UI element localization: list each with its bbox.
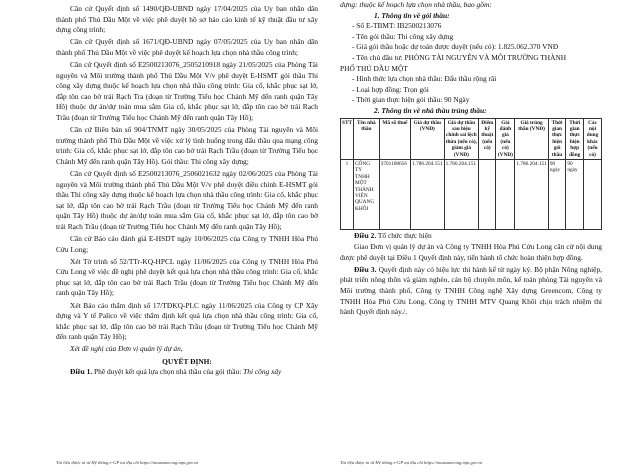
article-2 <box>340 231 602 242</box>
article-3-text: Quyết định này có hiệu lực thi hành kể từ ngày ký. Bộ phận Nông nghiệp, phát triển nông thôn và giảm nghèo, cán bộ chuyên môn, kế toán phòng Tài nguyên và Môi trường thành phố, Công ty TNHH Công nghệ Xây dựng Greencom, Công ty TNHH Hòa Phú Cửu Long, Công ty TNHH MTV Quang Khôi chịu trách nhiệm thi hành Quyết định này./. <box>340 264 602 317</box>
col-tax-code: Mã số thuế <box>379 118 410 159</box>
paragraph-1490: Căn cứ Quyết định số 1490/QĐ-UBND ngày 17/04/2025 của Uy ban nhân dân thành phố Thủ Dầu Một về việc phê duyệt hồ sơ báo cáo kinh tế kỹ thuật đầu tư xây dựng công trình; <box>56 4 318 35</box>
cell-tax-code: 3701108656 <box>379 159 410 229</box>
section-2-heading: 2. Thông tin về nhà thầu trúng thầu: <box>374 105 487 115</box>
cell-stt: 1 <box>341 159 354 229</box>
col-winning-price: Giá trúng thầu (VNĐ) <box>515 118 548 159</box>
article-1-italic: Thi công xây <box>243 367 282 377</box>
article-3 <box>340 265 602 318</box>
contract-type: - Loại hợp đồng: Trọn gói <box>352 84 429 94</box>
col-evaluated-price: Giá đánh giá (nếu có) (VNĐ) <box>497 119 513 158</box>
col-bidder-name: Tên nhà thầu <box>354 118 380 159</box>
paragraph-1671: Căn cứ Quyết định số 1671/QĐ-UBND ngày 07/05/2025 của Uy ban nhân dân thành phố Thủ Dầu Một về việc phê duyệt kế hoạch lựa chọn nhà thầu công trình; <box>56 37 318 57</box>
col-stt: STT <box>341 118 354 159</box>
paragraph-e-hsmt-adjust: Căn cứ Quyết định số E2500213076_2506021632 ngày 02/06/2025 của Phòng Tài nguyên và Môi trường thành phố Thủ Dầu Một V/v phê duyệt điều chỉnh E-HSMT gói thầu Thi công xây dựng thuộc kế hoạch lựa chọn nhà thầu công trình: Gia cố, khắc phục sạt lở, đắp tôn cao bờ trái Rạch Trầu (đoạn từ Trường Tiểu học Chánh Mỹ đến ranh quận Tây Hồ) thuộc dự án/dự toán mua sắm Gia cố, khắc phục sạt lở, đắp tôn cao bờ trái Rạch Trầu (đoạn từ Trường Tiểu học Chánh Mỹ đến ranh quận Tây Hồ); <box>56 168 318 231</box>
article-2-label: Điều 2. <box>354 231 377 241</box>
continuation-line: dựng: thuộc kế hoạch lựa chọn nhà thầu, bao gồm: <box>340 0 492 9</box>
winning-bidder-table <box>340 118 602 230</box>
col-bid-price: Giá dự thầu (VNĐ) <box>411 118 444 159</box>
article-1-label: Điều 1. <box>70 367 93 377</box>
footer-left: Tài liệu được in từ Hệ thống e-GP tại địa chỉ https://muasamcong.mpi.gov.vn <box>56 460 199 465</box>
article-1-text: Phê duyệt kết quả lựa chọn nhà thầu của gói thầu: <box>92 367 244 377</box>
paragraph-bao-cao: Xét Báo cáo thẩm định số 17/TĐKQ-PLC ngày 11/06/2025 của Công ty CP Xây dựng và Y tế Palico về việc thẩm định kết quả lựa chọn nhà thầu công trình: Gia cố, khắc phục sạt lở, đắp tôn cao bờ trái Rạch Trầu (đoạn từ Trường Tiểu học Chánh Mỹ đến ranh quận Tây Hồ); <box>56 300 318 342</box>
paragraph-e-hsmt: Căn cứ Quyết định số E2500213076_2505210918 ngày 21/05/2025 của Phòng Tài nguyên và Môi trường thành phố Thủ Dầu Một V/v phê duyệt E-HSMT gói thầu Thi công xây dựng thuộc kế hoạch lựa chọn nhà thầu công trình: Gia cố, khắc phục sạt lở, đắp tôn cao bờ trái Rạch Tra (đoạn từ Trường Tiểu học Chánh Mỹ đến ranh quận Tây Hồ) thuộc dự án/dự toán mua sắm Gia cố, khắc phục sạt lở, đắp tôn cao bờ trái Rạch Trầu (đoạn từ Trường Tiểu học Chánh Mỹ đến ranh quận Tây Hồ); <box>56 59 318 122</box>
cell-bidder-name: CÔNG TY TNHH MỘT THÀNH VIÊN QUANG KHÔI <box>354 159 380 229</box>
col-other: Các nội dung khác (nếu có) <box>584 118 602 159</box>
paragraph-to-trinh: Xét Tờ trình số 52/TTr-KQ-HPCL ngày 11/06/2025 của Công ty TNHH Hòa Phú Cửu Long về việc đề nghị phê duyệt kết quả lựa chọn nhà thầu công trình: Gia cố, khắc phục sạt lở, đắp tôn cao bờ trái Rạch Trầu (đoạn từ Trường Tiểu học Chánh Mỹ đến ranh quận Tây Hồ); <box>56 256 318 298</box>
article-2-text: Tổ chức thực hiện <box>376 231 432 241</box>
decision-heading: QUYẾT ĐỊNH: <box>162 356 212 366</box>
investor-name-cont: PHỐ THỦ DẦU MỘT <box>340 63 408 73</box>
right-column <box>340 0 602 318</box>
table-header-row <box>341 118 602 159</box>
col-contract-time: Thời gian thực hiện hợp đồng <box>566 118 584 159</box>
table-row <box>341 159 602 229</box>
cell-evaluated-price <box>496 159 515 229</box>
cell-bid-price: 1.786.204.151 <box>411 159 444 229</box>
left-column <box>56 4 318 378</box>
paragraph-bien-ban: Căn cứ Biên bản số 904/TNMT ngày 30/05/2025 của Phòng Tài nguyên và Môi trường thành phố Thủ Dầu Một về việc xử lý tình huống trong đấu thầu qua mạng công trình: Gia cố, khắc phục sạt lở, đắp tôn cao bờ trái Rạch Trầu (đoạn từ Trường Tiểu học Chánh Mỹ đến ranh quận Tây Hồ). Gói thầu: Thi công xây dựng; <box>56 125 318 166</box>
package-name: - Tên gói thầu: Thi công xây dựng <box>352 31 454 41</box>
cell-adjusted-price: 1.786.204.151 <box>444 159 479 229</box>
cell-contract-time: 90 ngày <box>566 159 584 229</box>
execution-time: - Thời gian thực hiện gói thầu: 90 Ngày <box>352 95 470 105</box>
cell-winning-price: 1.786.204.151 <box>515 159 548 229</box>
cell-tech-score <box>479 159 496 229</box>
section-1-heading: 1. Thông tin về gói thầu: <box>374 10 450 20</box>
footer-right: Tài liệu được in từ Hệ thống e-GP tại địa chỉ https://muasamcong.mpi.gov.vn <box>340 460 483 465</box>
package-price: - Giá gói thầu hoặc dự toán được duyệt (nếu có): 1.825.062.370 VNĐ <box>352 42 559 52</box>
tbmt-number: - Số E-TBMT: IB2500213076 <box>352 21 442 31</box>
col-tech-score: Điểm kỹ thuật (nếu có) <box>479 118 496 159</box>
paragraph-e-hsdt: Căn cứ Báo cáo đánh giá E-HSDT ngày 10/06/2025 của Công ty TNHH Hòa Phú Cửu Long; <box>56 233 318 254</box>
cell-other <box>584 159 602 229</box>
article-1 <box>56 367 318 378</box>
paragraph-proposal <box>56 344 318 355</box>
proposal-text: Xét đề nghị của Đơn vị quản lý dự án, <box>70 344 183 354</box>
investor-name: - Tên chủ đầu tư: PHÒNG TÀI NGUYÊN VÀ MÔI TRƯỜNG THÀNH <box>352 52 567 62</box>
selection-method: - Hình thức lựa chọn nhà thầu: Đấu thầu rộng rãi <box>352 74 497 84</box>
article-2-paragraph: Giao Đơn vị quản lý dự án và Công ty TNHH Hòa Phú Cửu Long căn cứ nội dung được phê duyệt tại Điều 1 Quyết định này, tiến hành tổ chức hoàn thiện hợp đồng. <box>340 242 602 262</box>
cell-package-time: 90 ngày <box>548 159 566 229</box>
col-package-time: Thời gian thực hiện gói thầu <box>548 118 566 159</box>
col-adjusted-price: Giá dự thầu sau hiệu chỉnh sai lệch thừa (nếu có), giảm giá (VNĐ) <box>445 119 477 158</box>
article-3-label: Điều 3. <box>354 264 377 274</box>
